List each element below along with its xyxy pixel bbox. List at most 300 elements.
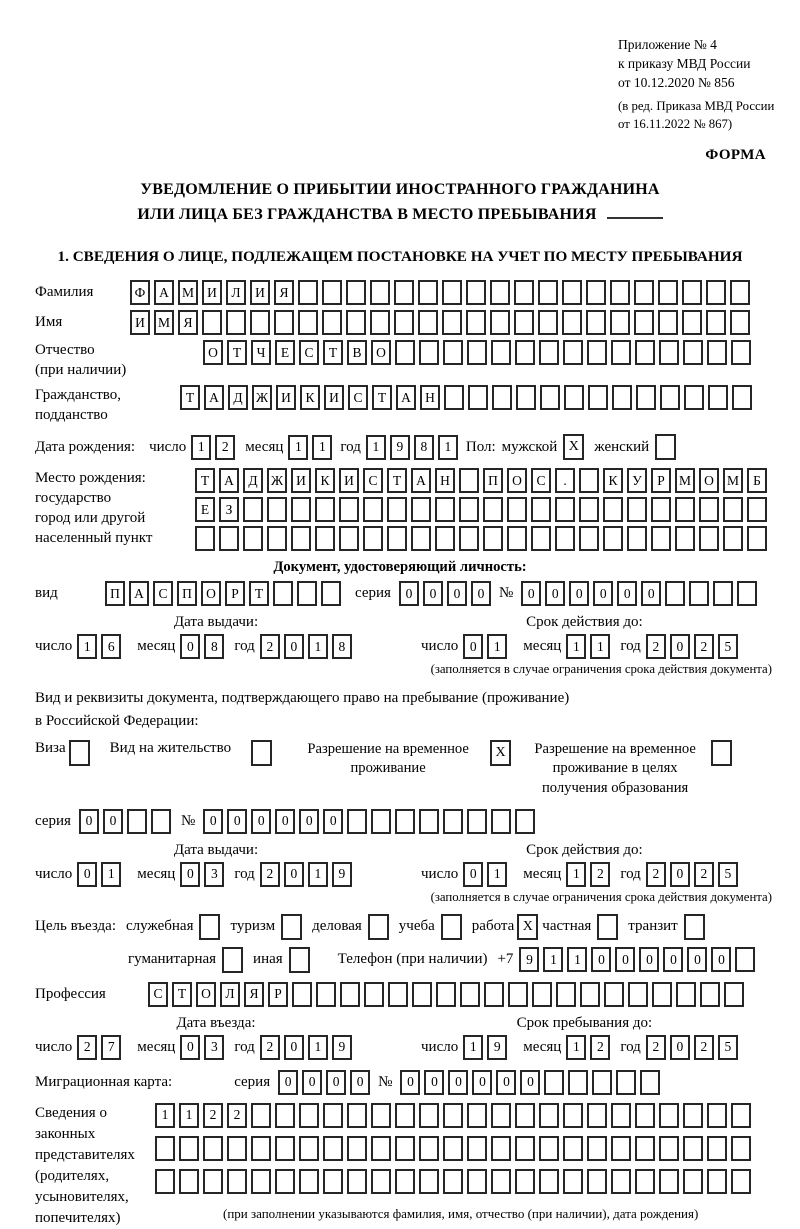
char-cell[interactable]: [723, 526, 743, 551]
char-cell[interactable]: И: [339, 468, 359, 493]
char-cell[interactable]: 1: [308, 634, 328, 659]
char-cell[interactable]: [299, 1169, 319, 1194]
char-cell[interactable]: [395, 1103, 415, 1128]
char-cell[interactable]: К: [603, 468, 623, 493]
char-cell[interactable]: [616, 1070, 636, 1095]
char-cell[interactable]: Е: [275, 340, 295, 365]
purpose-business-checkbox[interactable]: [368, 914, 389, 940]
char-cell[interactable]: 8: [332, 634, 352, 659]
char-cell[interactable]: 2: [260, 634, 280, 659]
char-cell[interactable]: [708, 385, 728, 410]
char-cell[interactable]: [611, 1136, 631, 1161]
char-cell[interactable]: [515, 1103, 535, 1128]
char-cell[interactable]: [514, 280, 534, 305]
char-cell[interactable]: Т: [372, 385, 392, 410]
char-cell[interactable]: [250, 310, 270, 335]
char-cell[interactable]: 0: [423, 581, 443, 606]
char-cell[interactable]: Ч: [251, 340, 271, 365]
char-cell[interactable]: [436, 982, 456, 1007]
char-cell[interactable]: [347, 809, 367, 834]
char-cell[interactable]: [346, 310, 366, 335]
char-cell[interactable]: 0: [77, 862, 97, 887]
char-cell[interactable]: [363, 497, 383, 522]
char-cell[interactable]: [730, 280, 750, 305]
char-cell[interactable]: [459, 468, 479, 493]
char-cell[interactable]: [419, 1169, 439, 1194]
char-cell[interactable]: 7: [101, 1035, 121, 1060]
char-cell[interactable]: О: [699, 468, 719, 493]
char-cell[interactable]: 9: [332, 1035, 352, 1060]
char-cell[interactable]: 0: [323, 809, 343, 834]
char-cell[interactable]: [243, 497, 263, 522]
char-cell[interactable]: 1: [487, 862, 507, 887]
char-cell[interactable]: [684, 385, 704, 410]
char-cell[interactable]: [635, 1136, 655, 1161]
char-cell[interactable]: [635, 340, 655, 365]
char-cell[interactable]: [467, 340, 487, 365]
char-cell[interactable]: Р: [225, 581, 245, 606]
char-cell[interactable]: [731, 1103, 751, 1128]
char-cell[interactable]: [563, 1103, 583, 1128]
char-cell[interactable]: [682, 280, 702, 305]
temporary-residence-checkbox[interactable]: X: [490, 740, 511, 766]
char-cell[interactable]: Е: [195, 497, 215, 522]
char-cell[interactable]: А: [154, 280, 174, 305]
char-cell[interactable]: 0: [350, 1070, 370, 1095]
char-cell[interactable]: 1: [566, 634, 586, 659]
char-cell[interactable]: 1: [366, 435, 386, 460]
char-cell[interactable]: [251, 1169, 271, 1194]
char-cell[interactable]: [579, 526, 599, 551]
char-cell[interactable]: [243, 526, 263, 551]
char-cell[interactable]: 1: [77, 634, 97, 659]
char-cell[interactable]: [299, 1103, 319, 1128]
char-cell[interactable]: 0: [284, 634, 304, 659]
char-cell[interactable]: 3: [204, 1035, 224, 1060]
char-cell[interactable]: [179, 1169, 199, 1194]
char-cell[interactable]: [419, 1103, 439, 1128]
char-cell[interactable]: 0: [496, 1070, 516, 1095]
char-cell[interactable]: [267, 526, 287, 551]
char-cell[interactable]: Б: [747, 468, 767, 493]
char-cell[interactable]: [418, 280, 438, 305]
char-cell[interactable]: Я: [178, 310, 198, 335]
char-cell[interactable]: [689, 581, 709, 606]
purpose-study-checkbox[interactable]: [441, 914, 462, 940]
char-cell[interactable]: [444, 385, 464, 410]
char-cell[interactable]: [731, 1169, 751, 1194]
char-cell[interactable]: [707, 1103, 727, 1128]
char-cell[interactable]: [371, 1169, 391, 1194]
char-cell[interactable]: [564, 385, 584, 410]
char-cell[interactable]: [226, 310, 246, 335]
char-cell[interactable]: 1: [191, 435, 211, 460]
char-cell[interactable]: 0: [663, 947, 683, 972]
char-cell[interactable]: [652, 982, 672, 1007]
char-cell[interactable]: Н: [435, 468, 455, 493]
char-cell[interactable]: 2: [215, 435, 235, 460]
char-cell[interactable]: А: [204, 385, 224, 410]
char-cell[interactable]: 0: [670, 1035, 690, 1060]
char-cell[interactable]: 0: [180, 862, 200, 887]
char-cell[interactable]: С: [348, 385, 368, 410]
char-cell[interactable]: [323, 1136, 343, 1161]
char-cell[interactable]: [635, 1103, 655, 1128]
char-cell[interactable]: Д: [228, 385, 248, 410]
char-cell[interactable]: [203, 1169, 223, 1194]
char-cell[interactable]: [267, 497, 287, 522]
char-cell[interactable]: [371, 1136, 391, 1161]
char-cell[interactable]: 0: [399, 581, 419, 606]
char-cell[interactable]: [658, 310, 678, 335]
char-cell[interactable]: 0: [275, 809, 295, 834]
char-cell[interactable]: 0: [203, 809, 223, 834]
char-cell[interactable]: 1: [308, 1035, 328, 1060]
char-cell[interactable]: С: [363, 468, 383, 493]
char-cell[interactable]: [603, 497, 623, 522]
char-cell[interactable]: О: [507, 468, 527, 493]
char-cell[interactable]: [491, 809, 511, 834]
char-cell[interactable]: [155, 1169, 175, 1194]
char-cell[interactable]: У: [627, 468, 647, 493]
char-cell[interactable]: [275, 1169, 295, 1194]
char-cell[interactable]: П: [177, 581, 197, 606]
char-cell[interactable]: 0: [471, 581, 491, 606]
char-cell[interactable]: Н: [420, 385, 440, 410]
purpose-other-checkbox[interactable]: [289, 947, 310, 973]
char-cell[interactable]: [346, 280, 366, 305]
char-cell[interactable]: 0: [448, 1070, 468, 1095]
char-cell[interactable]: Р: [268, 982, 288, 1007]
char-cell[interactable]: [459, 526, 479, 551]
char-cell[interactable]: [251, 1136, 271, 1161]
char-cell[interactable]: [370, 280, 390, 305]
char-cell[interactable]: [651, 526, 671, 551]
char-cell[interactable]: [532, 982, 552, 1007]
char-cell[interactable]: [370, 310, 390, 335]
char-cell[interactable]: [603, 526, 623, 551]
char-cell[interactable]: 0: [424, 1070, 444, 1095]
char-cell[interactable]: [395, 340, 415, 365]
male-checkbox[interactable]: X: [563, 434, 584, 460]
char-cell[interactable]: 0: [472, 1070, 492, 1095]
char-cell[interactable]: [700, 982, 720, 1007]
char-cell[interactable]: [251, 1103, 271, 1128]
char-cell[interactable]: [611, 340, 631, 365]
char-cell[interactable]: [507, 497, 527, 522]
char-cell[interactable]: [227, 1169, 247, 1194]
char-cell[interactable]: [443, 1136, 463, 1161]
purpose-private-checkbox[interactable]: [597, 914, 618, 940]
char-cell[interactable]: Ж: [267, 468, 287, 493]
char-cell[interactable]: [315, 526, 335, 551]
char-cell[interactable]: [323, 1103, 343, 1128]
char-cell[interactable]: [612, 385, 632, 410]
char-cell[interactable]: 0: [302, 1070, 322, 1095]
purpose-humanitarian-checkbox[interactable]: [222, 947, 243, 973]
char-cell[interactable]: [699, 497, 719, 522]
char-cell[interactable]: [442, 280, 462, 305]
char-cell[interactable]: [515, 809, 535, 834]
char-cell[interactable]: 0: [447, 581, 467, 606]
char-cell[interactable]: И: [291, 468, 311, 493]
char-cell[interactable]: [707, 1136, 727, 1161]
char-cell[interactable]: Л: [226, 280, 246, 305]
char-cell[interactable]: 0: [180, 634, 200, 659]
char-cell[interactable]: [515, 340, 535, 365]
char-cell[interactable]: [363, 526, 383, 551]
char-cell[interactable]: [483, 526, 503, 551]
char-cell[interactable]: 5: [718, 862, 738, 887]
char-cell[interactable]: 1: [438, 435, 458, 460]
char-cell[interactable]: 8: [414, 435, 434, 460]
char-cell[interactable]: [468, 385, 488, 410]
char-cell[interactable]: [568, 1070, 588, 1095]
char-cell[interactable]: [443, 1169, 463, 1194]
char-cell[interactable]: [586, 310, 606, 335]
char-cell[interactable]: Т: [323, 340, 343, 365]
char-cell[interactable]: [387, 526, 407, 551]
char-cell[interactable]: И: [324, 385, 344, 410]
char-cell[interactable]: 2: [590, 1035, 610, 1060]
blank-underline[interactable]: [607, 202, 663, 219]
char-cell[interactable]: С: [299, 340, 319, 365]
char-cell[interactable]: [316, 982, 336, 1007]
char-cell[interactable]: 0: [227, 809, 247, 834]
char-cell[interactable]: [435, 526, 455, 551]
char-cell[interactable]: 0: [520, 1070, 540, 1095]
char-cell[interactable]: [298, 280, 318, 305]
char-cell[interactable]: [297, 581, 317, 606]
char-cell[interactable]: М: [723, 468, 743, 493]
char-cell[interactable]: О: [371, 340, 391, 365]
char-cell[interactable]: [587, 1169, 607, 1194]
char-cell[interactable]: [151, 809, 171, 834]
char-cell[interactable]: [202, 310, 222, 335]
char-cell[interactable]: [339, 497, 359, 522]
char-cell[interactable]: А: [219, 468, 239, 493]
char-cell[interactable]: 6: [101, 634, 121, 659]
char-cell[interactable]: М: [154, 310, 174, 335]
char-cell[interactable]: [610, 280, 630, 305]
char-cell[interactable]: Я: [244, 982, 264, 1007]
char-cell[interactable]: 0: [103, 809, 123, 834]
char-cell[interactable]: [492, 385, 512, 410]
char-cell[interactable]: 0: [180, 1035, 200, 1060]
char-cell[interactable]: [323, 1169, 343, 1194]
char-cell[interactable]: [706, 310, 726, 335]
char-cell[interactable]: [539, 340, 559, 365]
char-cell[interactable]: [587, 1136, 607, 1161]
char-cell[interactable]: [347, 1103, 367, 1128]
char-cell[interactable]: [562, 280, 582, 305]
char-cell[interactable]: [483, 497, 503, 522]
char-cell[interactable]: И: [250, 280, 270, 305]
char-cell[interactable]: [699, 526, 719, 551]
char-cell[interactable]: [490, 280, 510, 305]
char-cell[interactable]: [683, 1103, 703, 1128]
char-cell[interactable]: [539, 1136, 559, 1161]
char-cell[interactable]: [587, 1103, 607, 1128]
char-cell[interactable]: [563, 1136, 583, 1161]
char-cell[interactable]: [707, 340, 727, 365]
char-cell[interactable]: Ж: [252, 385, 272, 410]
char-cell[interactable]: 8: [204, 634, 224, 659]
char-cell[interactable]: 2: [77, 1035, 97, 1060]
char-cell[interactable]: [315, 497, 335, 522]
char-cell[interactable]: А: [129, 581, 149, 606]
char-cell[interactable]: О: [196, 982, 216, 1007]
char-cell[interactable]: 1: [155, 1103, 175, 1128]
char-cell[interactable]: [322, 280, 342, 305]
char-cell[interactable]: 0: [617, 581, 637, 606]
visa-checkbox[interactable]: [69, 740, 90, 766]
char-cell[interactable]: Ф: [130, 280, 150, 305]
char-cell[interactable]: [491, 1103, 511, 1128]
char-cell[interactable]: [195, 526, 215, 551]
char-cell[interactable]: М: [675, 468, 695, 493]
char-cell[interactable]: [322, 310, 342, 335]
char-cell[interactable]: 0: [251, 809, 271, 834]
char-cell[interactable]: 1: [566, 862, 586, 887]
char-cell[interactable]: [713, 581, 733, 606]
char-cell[interactable]: [611, 1103, 631, 1128]
char-cell[interactable]: [491, 1169, 511, 1194]
char-cell[interactable]: [515, 1169, 535, 1194]
char-cell[interactable]: [321, 581, 341, 606]
char-cell[interactable]: [555, 497, 575, 522]
char-cell[interactable]: 1: [566, 1035, 586, 1060]
char-cell[interactable]: [556, 982, 576, 1007]
char-cell[interactable]: [435, 497, 455, 522]
char-cell[interactable]: [747, 497, 767, 522]
char-cell[interactable]: 0: [641, 581, 661, 606]
char-cell[interactable]: [442, 310, 462, 335]
char-cell[interactable]: [676, 982, 696, 1007]
char-cell[interactable]: [275, 1103, 295, 1128]
char-cell[interactable]: [291, 497, 311, 522]
char-cell[interactable]: Р: [651, 468, 671, 493]
char-cell[interactable]: С: [531, 468, 551, 493]
char-cell[interactable]: [563, 1169, 583, 1194]
char-cell[interactable]: [466, 310, 486, 335]
char-cell[interactable]: Т: [195, 468, 215, 493]
char-cell[interactable]: [707, 1169, 727, 1194]
char-cell[interactable]: [347, 1169, 367, 1194]
char-cell[interactable]: 2: [203, 1103, 223, 1128]
char-cell[interactable]: [531, 526, 551, 551]
char-cell[interactable]: 0: [687, 947, 707, 972]
char-cell[interactable]: [179, 1136, 199, 1161]
char-cell[interactable]: [579, 468, 599, 493]
char-cell[interactable]: [467, 1136, 487, 1161]
char-cell[interactable]: [730, 310, 750, 335]
char-cell[interactable]: [467, 1169, 487, 1194]
char-cell[interactable]: [539, 1169, 559, 1194]
char-cell[interactable]: [364, 982, 384, 1007]
char-cell[interactable]: [203, 1136, 223, 1161]
char-cell[interactable]: [747, 526, 767, 551]
char-cell[interactable]: 1: [308, 862, 328, 887]
char-cell[interactable]: [395, 809, 415, 834]
char-cell[interactable]: 0: [463, 634, 483, 659]
char-cell[interactable]: 1: [288, 435, 308, 460]
char-cell[interactable]: [580, 982, 600, 1007]
char-cell[interactable]: [538, 310, 558, 335]
char-cell[interactable]: [627, 497, 647, 522]
char-cell[interactable]: [371, 1103, 391, 1128]
char-cell[interactable]: [516, 385, 536, 410]
char-cell[interactable]: [388, 982, 408, 1007]
char-cell[interactable]: 0: [278, 1070, 298, 1095]
char-cell[interactable]: 0: [545, 581, 565, 606]
char-cell[interactable]: 2: [646, 634, 666, 659]
char-cell[interactable]: [443, 809, 463, 834]
char-cell[interactable]: 0: [670, 862, 690, 887]
char-cell[interactable]: [540, 385, 560, 410]
char-cell[interactable]: 5: [718, 1035, 738, 1060]
char-cell[interactable]: [515, 1136, 535, 1161]
residence-permit-checkbox[interactable]: [251, 740, 272, 766]
char-cell[interactable]: 1: [312, 435, 332, 460]
char-cell[interactable]: 2: [260, 1035, 280, 1060]
char-cell[interactable]: [635, 1169, 655, 1194]
char-cell[interactable]: [636, 385, 656, 410]
char-cell[interactable]: [419, 1136, 439, 1161]
char-cell[interactable]: [731, 340, 751, 365]
char-cell[interactable]: [155, 1136, 175, 1161]
char-cell[interactable]: [484, 982, 504, 1007]
char-cell[interactable]: [459, 497, 479, 522]
char-cell[interactable]: Т: [180, 385, 200, 410]
char-cell[interactable]: [339, 526, 359, 551]
char-cell[interactable]: [660, 385, 680, 410]
char-cell[interactable]: [539, 1103, 559, 1128]
char-cell[interactable]: 0: [591, 947, 611, 972]
char-cell[interactable]: [395, 1169, 415, 1194]
char-cell[interactable]: [127, 809, 147, 834]
char-cell[interactable]: [723, 497, 743, 522]
char-cell[interactable]: 2: [694, 862, 714, 887]
char-cell[interactable]: [659, 1136, 679, 1161]
char-cell[interactable]: Я: [274, 280, 294, 305]
char-cell[interactable]: [604, 982, 624, 1007]
char-cell[interactable]: [592, 1070, 612, 1095]
char-cell[interactable]: [443, 340, 463, 365]
char-cell[interactable]: 0: [569, 581, 589, 606]
char-cell[interactable]: О: [203, 340, 223, 365]
char-cell[interactable]: [275, 1136, 295, 1161]
char-cell[interactable]: [544, 1070, 564, 1095]
char-cell[interactable]: К: [300, 385, 320, 410]
char-cell[interactable]: [418, 310, 438, 335]
female-checkbox[interactable]: [655, 434, 676, 460]
purpose-official-checkbox[interactable]: [199, 914, 220, 940]
char-cell[interactable]: П: [483, 468, 503, 493]
char-cell[interactable]: [412, 982, 432, 1007]
char-cell[interactable]: [531, 497, 551, 522]
char-cell[interactable]: 0: [615, 947, 635, 972]
char-cell[interactable]: 9: [390, 435, 410, 460]
char-cell[interactable]: [682, 310, 702, 335]
char-cell[interactable]: П: [105, 581, 125, 606]
char-cell[interactable]: [640, 1070, 660, 1095]
char-cell[interactable]: 2: [646, 862, 666, 887]
char-cell[interactable]: Т: [227, 340, 247, 365]
char-cell[interactable]: [508, 982, 528, 1007]
char-cell[interactable]: 1: [463, 1035, 483, 1060]
char-cell[interactable]: [586, 280, 606, 305]
